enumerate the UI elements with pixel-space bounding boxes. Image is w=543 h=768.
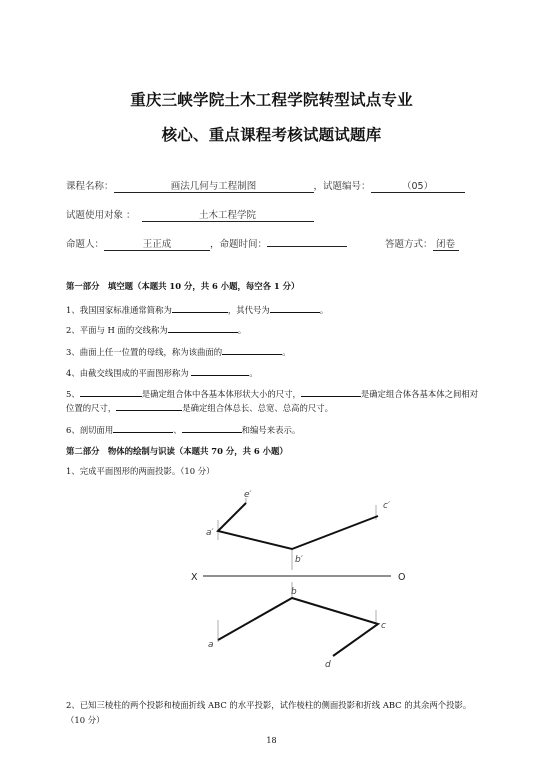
mode-label: 答题方式： [385,239,433,250]
author-value: 王正成 [104,236,210,251]
part2-heading: 第二部分 物体的绘制与识读（本题共 70 分，共 6 小题） [66,446,288,456]
target-label: 试题使用对象 ： [66,210,136,221]
part2-question-1: 1、完成平面图形的两面投影。（10 分） [66,466,215,476]
exam-no-label: ，试题编号： [313,181,371,192]
q6-text-c: 和编号来表示。 [241,425,301,435]
q6-text-b: 、 [173,425,182,435]
label-d: d [325,660,331,670]
label-c: c [381,621,386,631]
course-label: 课程名称： [66,181,114,192]
q1-text-b: ，其代号为 [227,305,270,315]
axis-label-o: O [398,572,406,583]
label-b-prime: b′ [295,555,303,565]
q5-text-b: 是确定组合体中各基本体形状大小的尺寸， [141,389,301,399]
q4-text-b: 。 [249,368,258,378]
q5-text-c: 是确定组合体各基本体之间相对 [360,389,479,399]
mode-value: 闭卷 [433,236,459,251]
q3-text-b: 。 [282,347,291,357]
q5-text-a: 5、 [66,389,80,399]
part2-question-2-line-2: （10 分） [66,715,105,725]
part2-question-2-line-1: 2、已知三棱柱的两个投影和棱面折线 ABC 的水平投影，试作棱柱的侧面投影和折线 ABC 的其余两个投影。 [66,700,472,710]
vertical-projection-polyline [218,503,378,549]
page-subtitle: 核心、重点课程考核试题试题库 [161,126,382,144]
q1-text-c: 。 [319,305,329,315]
q5-text-e: 是确定组合体总长、总宽、总高的尺寸。 [182,403,333,413]
label-a: a [208,640,214,650]
page-number: 18 [266,736,277,745]
label-e-prime: e′ [244,490,252,500]
q4-text-a: 4、由截交线围成的平面图形称为 [66,368,192,378]
course-value: 画法几何与工程制图 [114,178,314,193]
label-b: b [291,587,297,597]
author-label: 命题人： [66,239,105,250]
horizontal-projection-polyline [218,598,378,656]
target-value: 土木工程学院 [142,207,314,222]
q2-text-b: 。 [237,325,247,335]
q5-text-d: 位置的尺寸， [66,403,117,413]
q2-text-a: 2、平面与 H 面的交线称为 [66,325,168,335]
label-c-prime: c′ [383,501,390,511]
part1-heading: 第一部分 填空题（本题共 10 分，共 6 小题，每空各 1 分） [66,281,300,291]
exam-no-value: （05） [371,178,465,193]
q6-text-a: 6、剖切面用 [66,425,114,435]
page-title: 重庆三峡学院土木工程学院转型试点专业 [130,91,413,109]
axis-label-x: X [191,572,198,583]
q1-text-a: 1、我国国家标准通常简称为 [66,305,172,315]
time-label: ，命题时间： [210,239,268,250]
label-a-prime: a′ [206,528,214,538]
q3-text-a: 3、曲面上任一位置的母线，称为该曲面的 [66,347,223,357]
